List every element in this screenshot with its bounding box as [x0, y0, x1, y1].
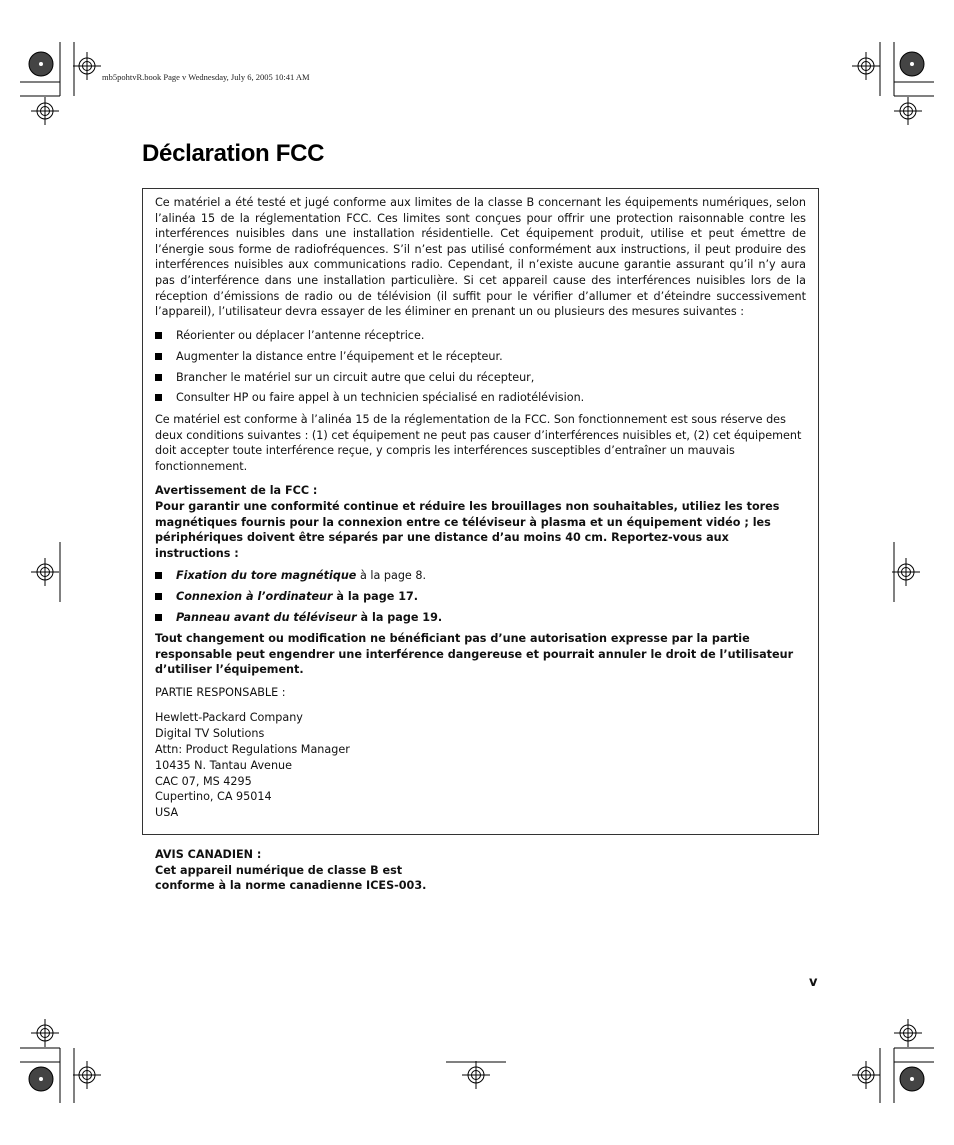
canadian-notice-line: Cet appareil numérique de classe B est	[155, 863, 403, 877]
reference-link-core[interactable]: Fixation du tore magnétique à la page 8.	[155, 568, 806, 584]
canadian-notice-line: conforme à la norme canadienne ICES-003.	[155, 879, 427, 893]
canadian-notice	[155, 847, 426, 894]
reference-link-front-panel[interactable]: Panneau avant du téléviseur à la page 19.	[155, 610, 806, 626]
page-title: Déclaration FCC	[142, 140, 325, 167]
reference-link-computer[interactable]: Connexion à l’ordinateur à la page 17.	[155, 589, 806, 605]
registration-target-icon	[462, 1061, 490, 1089]
registration-target-icon	[892, 558, 920, 586]
list-item: Brancher le matériel sur un circuit autre que celui du récepteur,	[155, 370, 806, 386]
fcc-intro-paragraph: Ce matériel a été testé et jugé conforme aux limites de la classe B concernant les équipements numériques, selon l’alinéa 15 de la réglementation FCC. Ces limites sont conçues pour offrir une protection raisonnable contre les interférences nuisibles dans une installation résidentielle. Cet équipement produit, utilise et peut émettre de l’énergie sous forme de radiofréquences. S’il n’est pas utilisé conformément aux instructions, il peut produire des interférences nuisibles aux communications radio. Cependant, il n’existe aucune garantie assurant qu’il n’y aura pas d’interférence dans une installation particulière. Si cet appareil cause des interférences nuisibles lors de la réception d’émissions de radio ou de télévision (il suffit pour le vérifier d’allumer et d’éteindre successivement l’appareil), l’utilisateur devra essayer de les éliminer en prenant un ou plusieurs des mesures suivantes :	[155, 196, 806, 319]
registration-dial-icon	[29, 52, 53, 76]
measures-list	[155, 328, 806, 406]
fcc-statement-box	[142, 188, 819, 835]
registration-target-icon	[852, 52, 880, 80]
registration-target-icon	[73, 1061, 101, 1089]
bullet-square-icon	[155, 394, 162, 401]
registration-dial-icon	[900, 52, 924, 76]
list-item: Consulter HP ou faire appel à un technicien spécialisé en radiotélévision.	[155, 390, 806, 406]
address-line: 10435 N. Tantau Avenue	[155, 758, 293, 772]
registration-dial-icon	[29, 1067, 53, 1091]
registration-target-icon	[73, 52, 101, 80]
list-item: Augmenter la distance entre l’équipement et le récepteur.	[155, 349, 806, 365]
bullet-square-icon	[155, 332, 162, 339]
address-line: CAC 07, MS 4295	[155, 774, 252, 788]
address-line: Digital TV Solutions	[155, 727, 265, 741]
registration-target-icon	[894, 97, 922, 125]
address-line: USA	[155, 806, 179, 820]
registration-target-icon	[852, 1061, 880, 1089]
book-header-info: mb5pohtvR.book Page v Wednesday, July 6, 2005 10:41 AM	[102, 72, 310, 82]
reference-list	[155, 568, 806, 625]
change-notice: Tout changement ou modification ne bénéficiant pas d’une autorisation expresse par la partie responsable peut engendrer une interférence dangereuse et pourrait annuler le droit de l’utilisateur d’utiliser l’équipement.	[155, 632, 794, 677]
list-item: Réorienter ou déplacer l’antenne réceptrice.	[155, 328, 806, 344]
bullet-square-icon	[155, 593, 162, 600]
page-number: v	[809, 975, 818, 990]
fcc-warning-body: Pour garantir une conformité continue et réduire les brouillages non souhaitables, utiliez les tores magnétiques fournis pour la connexion entre ce téléviseur à plasma et un équipement vidéo ; les périphériques doivent être séparés par une distance d’au moins 40 cm. Reportez-vous aux instructions :	[155, 499, 780, 560]
registration-target-icon	[894, 1019, 922, 1047]
registration-dial-icon	[900, 1067, 924, 1091]
fcc-warning	[155, 483, 806, 561]
bullet-square-icon	[155, 374, 162, 381]
address-line: Attn: Product Regulations Manager	[155, 743, 350, 756]
canadian-notice-title: AVIS CANADIEN :	[155, 848, 262, 861]
bullet-square-icon	[155, 572, 162, 579]
registration-target-icon	[31, 97, 59, 125]
bullet-square-icon	[155, 614, 162, 621]
responsible-party-address	[155, 710, 806, 821]
address-line: Hewlett-Packard Company	[155, 711, 303, 725]
registration-target-icon	[31, 1019, 59, 1047]
address-line: Cupertino, CA 95014	[155, 790, 272, 804]
registration-target-icon	[31, 558, 59, 586]
fcc-warning-title: Avertissement de la FCC :	[155, 484, 318, 498]
conformity-paragraph: Ce matériel est conforme à l’alinéa 15 de la réglementation de la FCC. Son fonctionnement est sous réserve des deux conditions suivantes : (1) cet équipement ne peut pas causer d’interférences nuisibles et, (2) cet équipement doit accepter toute interférence reçue, y compris les interférences susceptibles d’entraîner un mauvais fonctionnement.	[155, 413, 802, 473]
responsible-party-label: PARTIE RESPONSABLE :	[155, 685, 286, 699]
bullet-square-icon	[155, 353, 162, 360]
